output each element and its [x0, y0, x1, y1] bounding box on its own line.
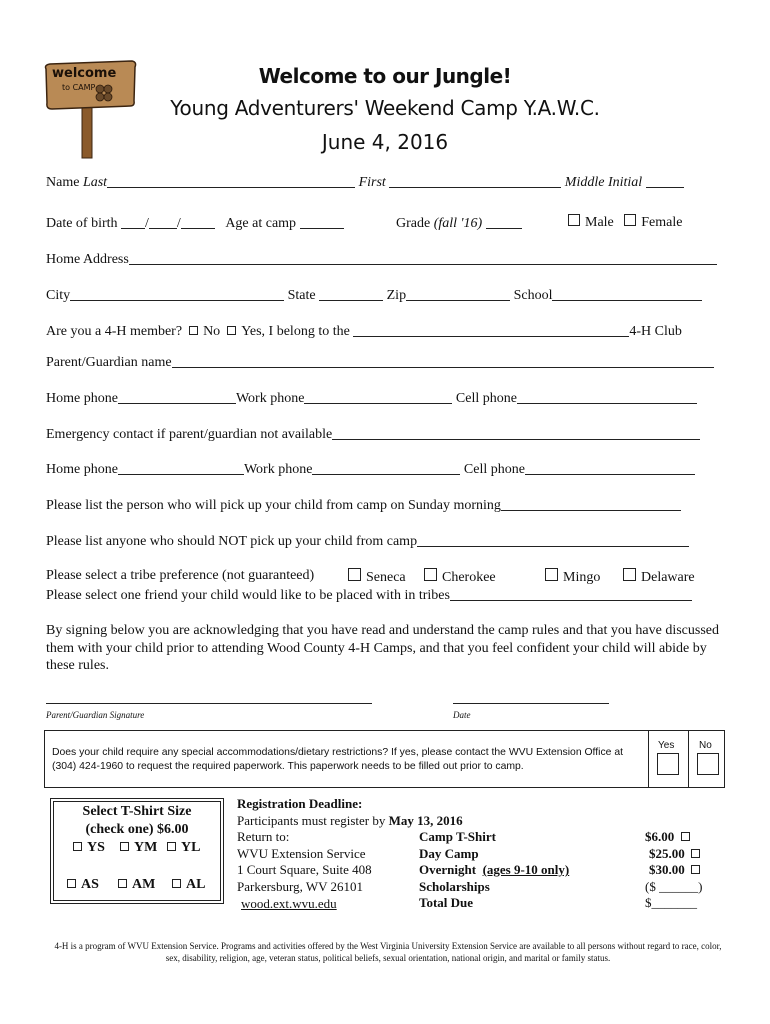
- emergency-home-phone-field[interactable]: [118, 460, 244, 475]
- sign-text-welcome: welcome: [52, 66, 117, 81]
- mingo-checkbox[interactable]: [545, 568, 558, 581]
- am-checkbox[interactable]: [118, 879, 127, 888]
- cell-phone-label: Cell phone: [455, 391, 517, 406]
- tshirt-title: Select T-Shirt Size: [82, 804, 192, 819]
- male-checkbox[interactable]: [568, 214, 580, 226]
- al-checkbox[interactable]: [172, 879, 181, 888]
- friend-field[interactable]: [450, 586, 692, 601]
- middle-initial-label: Middle Initial: [564, 175, 643, 190]
- parent-name-label: Parent/Guardian name: [46, 355, 172, 370]
- signature-field[interactable]: [46, 702, 372, 704]
- delaware-checkbox[interactable]: [623, 568, 636, 581]
- delaware-label: Delaware: [641, 570, 695, 585]
- accommodations-yes-label: Yes: [658, 740, 675, 751]
- last-name-field[interactable]: [107, 173, 355, 188]
- price-scholarships[interactable]: ($ ______): [645, 878, 703, 894]
- tribe-cherokee: [424, 568, 496, 586]
- school-field[interactable]: [552, 286, 702, 301]
- item-overnight-note: (ages 9-10 only): [482, 862, 570, 878]
- size-al: [172, 877, 205, 893]
- member-row: [46, 322, 682, 340]
- tribe-mingo: [545, 568, 600, 586]
- dob-label: Date of birth: [46, 216, 118, 231]
- emergency-cell-phone-label: Cell phone: [463, 462, 525, 477]
- item-overnight: [419, 862, 569, 879]
- state-field[interactable]: [319, 286, 383, 301]
- date-field[interactable]: [453, 702, 609, 704]
- phone-row-1: [46, 389, 697, 407]
- home-address-label: Home Address: [46, 252, 129, 267]
- school-label: School: [513, 288, 553, 303]
- price-overnight: $30.00: [649, 862, 685, 878]
- welcome-sign-logo: [40, 55, 140, 160]
- zip-field[interactable]: [406, 286, 510, 301]
- accommodations-divider: [648, 730, 649, 788]
- age-label: Age at camp: [225, 216, 297, 231]
- home-address-field[interactable]: [129, 250, 717, 265]
- size-as: [67, 877, 99, 893]
- city-row: [46, 286, 702, 304]
- tribe-seneca: [348, 568, 406, 586]
- price-day-camp: $25.00: [649, 845, 685, 861]
- size-yl: [167, 840, 200, 856]
- item-overnight-label: Overnight: [419, 862, 477, 878]
- member-yes-checkbox[interactable]: [227, 326, 236, 335]
- signature-label: Parent/Guardian Signature: [46, 710, 145, 720]
- last-label: Last: [82, 175, 108, 190]
- grade-field[interactable]: [486, 214, 522, 229]
- emergency-label: Emergency contact if parent/guardian not available: [46, 427, 333, 442]
- size-ym: [120, 840, 157, 856]
- accommodations-no-label: No: [699, 740, 712, 751]
- emergency-work-phone-label: Work phone: [243, 462, 313, 477]
- male-label: Male: [585, 215, 614, 230]
- emergency-home-phone-label: Home phone: [46, 462, 118, 477]
- home-phone-field[interactable]: [118, 389, 236, 404]
- name-row: [46, 173, 684, 191]
- ys-checkbox[interactable]: [73, 842, 82, 851]
- tribe-label: Please select a tribe preference (not guaranteed): [46, 568, 315, 583]
- emergency-row: [46, 425, 700, 443]
- emergency-field[interactable]: [332, 425, 700, 440]
- accommodations-divider-2: [688, 730, 689, 788]
- deadline-date: May 13, 2016: [388, 812, 463, 828]
- tribe-row: [46, 568, 314, 584]
- age-field[interactable]: [300, 214, 344, 229]
- cherokee-label: Cherokee: [442, 570, 496, 585]
- female-checkbox[interactable]: [624, 214, 636, 226]
- work-phone-field[interactable]: [304, 389, 452, 404]
- accommodations-no-checkbox[interactable]: [697, 753, 719, 775]
- pickup-field[interactable]: [501, 496, 681, 511]
- return-to-label: Return to:: [237, 829, 290, 845]
- as-label: AS: [81, 877, 99, 892]
- pickup-row: [46, 496, 681, 514]
- accommodations-text: Does your child require any special accommodations/dietary restrictions? If yes, please contact the WVU Extension Office at (304) 424-1960 to request the required paperwork. This paperwork needs to be filled out prior to camp.: [52, 747, 623, 772]
- state-label: State: [287, 288, 316, 303]
- city-field[interactable]: [70, 286, 284, 301]
- as-checkbox[interactable]: [67, 879, 76, 888]
- price-overnight-row: [649, 862, 705, 879]
- middle-initial-field[interactable]: [646, 173, 684, 188]
- grade-group: [396, 214, 522, 232]
- price-camp-tshirt: $6.00: [645, 829, 675, 844]
- day-camp-checkbox[interactable]: [691, 849, 700, 858]
- friend-row: [46, 586, 692, 604]
- pickup-label: Please list the person who will pick up your child from camp on Sunday morning: [46, 498, 501, 513]
- size-am: [118, 877, 155, 893]
- zip-label: Zip: [386, 288, 407, 303]
- dob-year-field[interactable]: [181, 214, 215, 229]
- member-yes-label: Yes, I belong to the: [241, 324, 350, 339]
- not-pickup-label: Please list anyone who should NOT pick up your child from camp: [46, 534, 418, 549]
- dob-day-field[interactable]: [149, 214, 177, 229]
- parent-name-row: [46, 353, 714, 371]
- dob-month-field[interactable]: [121, 214, 145, 229]
- item-day-camp: Day Camp: [419, 845, 479, 861]
- fee-prices: [645, 829, 705, 912]
- club-label: 4-H Club: [629, 324, 682, 339]
- price-day-camp-row: [649, 846, 705, 863]
- deadline-label: Registration Deadline:: [237, 796, 363, 811]
- ym-checkbox[interactable]: [120, 842, 129, 851]
- mingo-label: Mingo: [563, 570, 601, 585]
- item-scholarships: Scholarships: [419, 878, 490, 894]
- price-total-due[interactable]: $_______: [645, 895, 697, 911]
- must-register-text: Participants must register by: [237, 812, 386, 828]
- member-question: Are you a 4-H member?: [46, 324, 183, 339]
- address-line-2: Parkersburg, WV 26101: [237, 878, 364, 894]
- al-label: AL: [186, 877, 206, 892]
- must-register-line: [237, 813, 463, 830]
- sign-text-to-camp: to CAMP: [62, 83, 96, 92]
- grade-label: Grade: [396, 216, 431, 231]
- seneca-checkbox[interactable]: [348, 568, 361, 581]
- item-total-due: Total Due: [419, 895, 474, 911]
- member-no-checkbox[interactable]: [189, 326, 198, 335]
- first-label: First: [358, 175, 386, 190]
- yl-checkbox[interactable]: [167, 842, 176, 851]
- city-label: City: [46, 288, 71, 303]
- dob-slash-1: /: [145, 216, 149, 231]
- yl-label: YL: [181, 840, 201, 855]
- seneca-label: Seneca: [366, 570, 406, 585]
- cell-phone-field[interactable]: [517, 389, 697, 404]
- emergency-work-phone-field[interactable]: [312, 460, 460, 475]
- gender-group: [568, 214, 682, 231]
- accommodations-yes-checkbox[interactable]: [657, 753, 679, 775]
- dob-slash-2: /: [176, 216, 181, 231]
- price-camp-tshirt-row: [645, 829, 705, 846]
- title-line-1: Welcome to our Jungle!: [258, 64, 512, 88]
- am-label: AM: [132, 877, 156, 892]
- overnight-checkbox[interactable]: [691, 865, 700, 874]
- camp-tshirt-checkbox[interactable]: [681, 832, 690, 841]
- home-phone-label: Home phone: [46, 391, 118, 406]
- member-no-label: No: [203, 324, 221, 339]
- emergency-cell-phone-field[interactable]: [525, 460, 695, 475]
- date-label: Date: [453, 710, 471, 720]
- female-label: Female: [641, 215, 683, 230]
- parent-name-field[interactable]: [172, 353, 714, 368]
- title-line-3: June 4, 2016: [321, 130, 449, 154]
- agreement-text: By signing below you are acknowledging that you have read and understand the camp rules and that you have discussed them with your child prior to attending Wood County 4-H Camps, and that you feel confident your child will abide by these rules.: [46, 623, 719, 673]
- size-ys: [73, 840, 105, 856]
- friend-label: Please select one friend your child would like to be placed with in tribes: [46, 588, 450, 603]
- home-address-row: [46, 250, 717, 268]
- work-phone-label: Work phone: [235, 391, 305, 406]
- footer-disclaimer: 4-H is a program of WVU Extension Service. Programs and activities offered by the West Virginia University Extension Service are available to all persons without regard to race, color, sex, disability, religion, age, veteran status, political beliefs, sexual orientation, national origin, and marital or family status.: [54, 941, 722, 963]
- org-name: WVU Extension Service: [237, 845, 366, 861]
- club-name-field[interactable]: [353, 322, 629, 337]
- grade-note: (fall '16): [433, 216, 483, 231]
- tribe-delaware: [623, 568, 695, 586]
- tshirt-subtitle: (check one) $6.00: [85, 822, 189, 837]
- ys-label: YS: [87, 840, 105, 855]
- address-line-1: 1 Court Square, Suite 408: [237, 862, 372, 878]
- name-label: Name: [46, 175, 80, 190]
- not-pickup-field[interactable]: [417, 532, 689, 547]
- first-name-field[interactable]: [389, 173, 561, 188]
- item-camp-tshirt: Camp T-Shirt: [419, 829, 496, 844]
- fee-items: [419, 829, 569, 912]
- website-link[interactable]: wood.ext.wvu.edu: [241, 895, 337, 911]
- title-line-2: Young Adventurers' Weekend Camp Y.A.W.C.: [170, 96, 600, 120]
- phone-row-2: [46, 460, 695, 478]
- not-pickup-row: [46, 532, 689, 550]
- ym-label: YM: [134, 840, 158, 855]
- cherokee-checkbox[interactable]: [424, 568, 437, 581]
- dob-row: [46, 214, 344, 232]
